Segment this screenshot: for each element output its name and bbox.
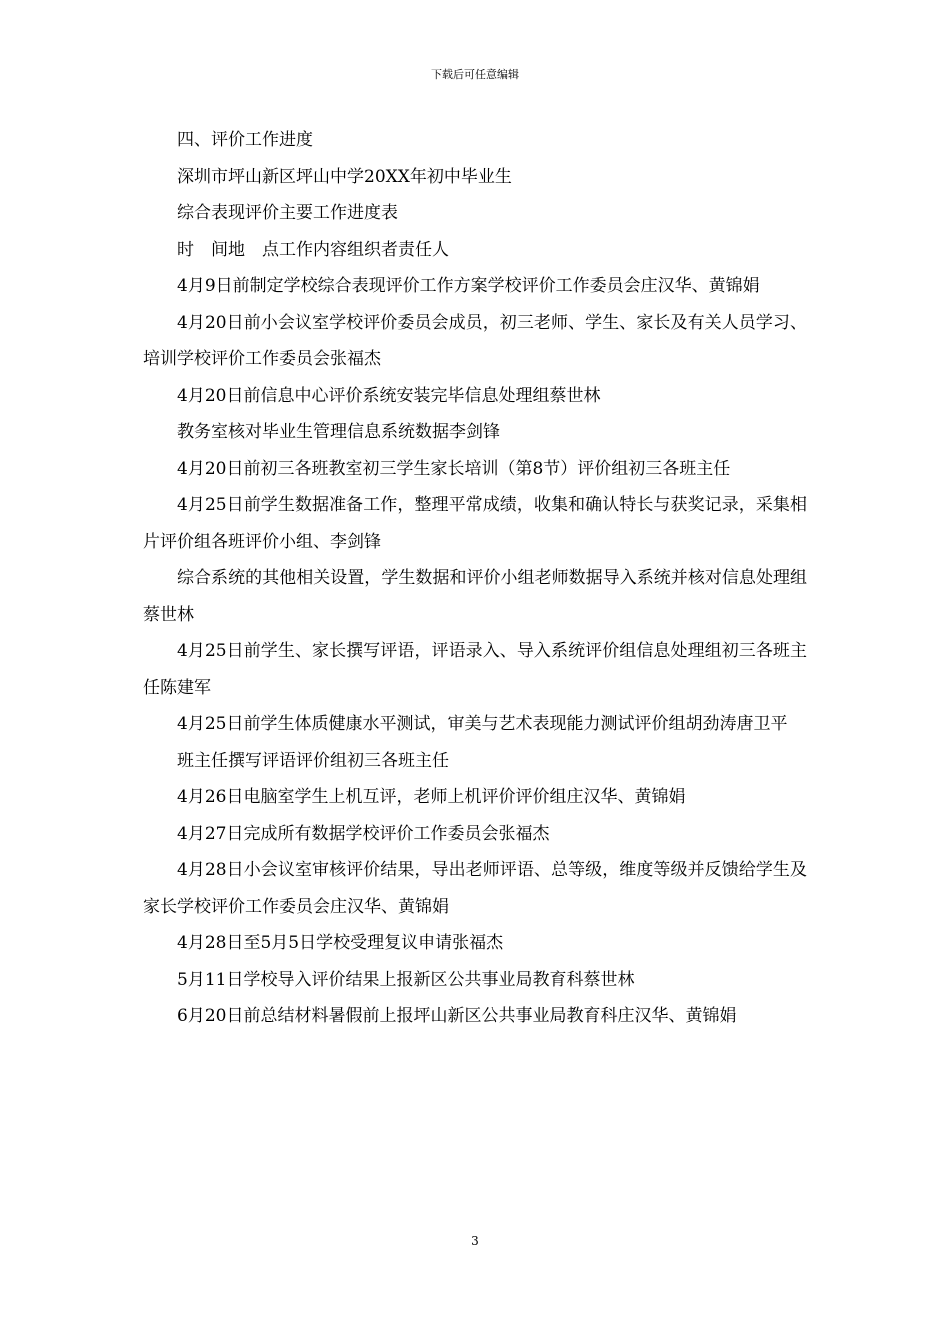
schedule-item: 4月20日前初三各班教室初三学生家长培训（第8节）评价组初三各班主任: [177, 458, 731, 479]
schedule-title-line-1: 深圳市坪山新区坪山中学20XX年初中毕业生: [177, 166, 512, 187]
schedule-item: 4月25日前学生数据准备工作，整理平常成绩，收集和确认特长与获奖记录，采集相片评价组各班评价小组、李剑锋: [143, 495, 807, 552]
page-header: 下载后可任意编辑: [431, 68, 519, 81]
schedule-column-headers: 时 间地 点工作内容组织者责任人: [177, 239, 449, 260]
schedule-item: 4月9日前制定学校综合表现评价工作方案学校评价工作委员会庄汉华、黄锦娟: [177, 276, 760, 296]
schedule-item: 4月26日电脑室学生上机互评，老师上机评价评价组庄汉华、黄锦娟: [177, 787, 686, 807]
document-body: [143, 122, 807, 1035]
schedule-item: 4月20日前信息中心评价系统安装完毕信息处理组蔡世林: [177, 385, 601, 406]
page-number: 3: [471, 1234, 479, 1248]
schedule-item: 6月20日前总结材料暑假前上报坪山新区公共事业局教育科庄汉华、黄锦娟: [177, 1006, 737, 1026]
schedule-item: 班主任撰写评语评价组初三各班主任: [177, 750, 449, 771]
schedule-item: 4月27日完成所有数据学校评价工作委员会张福杰: [177, 823, 550, 844]
schedule-item: 5月11日学校导入评价结果上报新区公共事业局教育科蔡世林: [177, 969, 635, 990]
section-heading: 四、评价工作进度: [177, 130, 313, 150]
schedule-title-line-2: 综合表现评价主要工作进度表: [177, 203, 398, 223]
schedule-item: 综合系统的其他相关设置，学生数据和评价小组老师数据导入系统并核对信息处理组蔡世林: [143, 568, 807, 625]
schedule-item: 4月28日至5月5日学校受理复议申请张福杰: [177, 933, 504, 953]
schedule-item: 4月28日小会议室审核评价结果，导出老师评语、总等级，维度等级并反馈给学生及家长学校评价工作委员会庄汉华、黄锦娟: [143, 860, 807, 917]
schedule-item: 4月25日前学生、家长撰写评语，评语录入、导入系统评价组信息处理组初三各班主任陈建军: [143, 641, 807, 698]
schedule-item: 教务室核对毕业生管理信息系统数据李剑锋: [177, 422, 500, 442]
schedule-item: 4月20日前小会议室学校评价委员会成员，初三老师、学生、家长及有关人员学习、培训学校评价工作委员会张福杰: [143, 312, 807, 369]
schedule-item: 4月25日前学生体质健康水平测试，审美与艺术表现能力测试评价组胡劲涛唐卫平: [177, 714, 788, 734]
